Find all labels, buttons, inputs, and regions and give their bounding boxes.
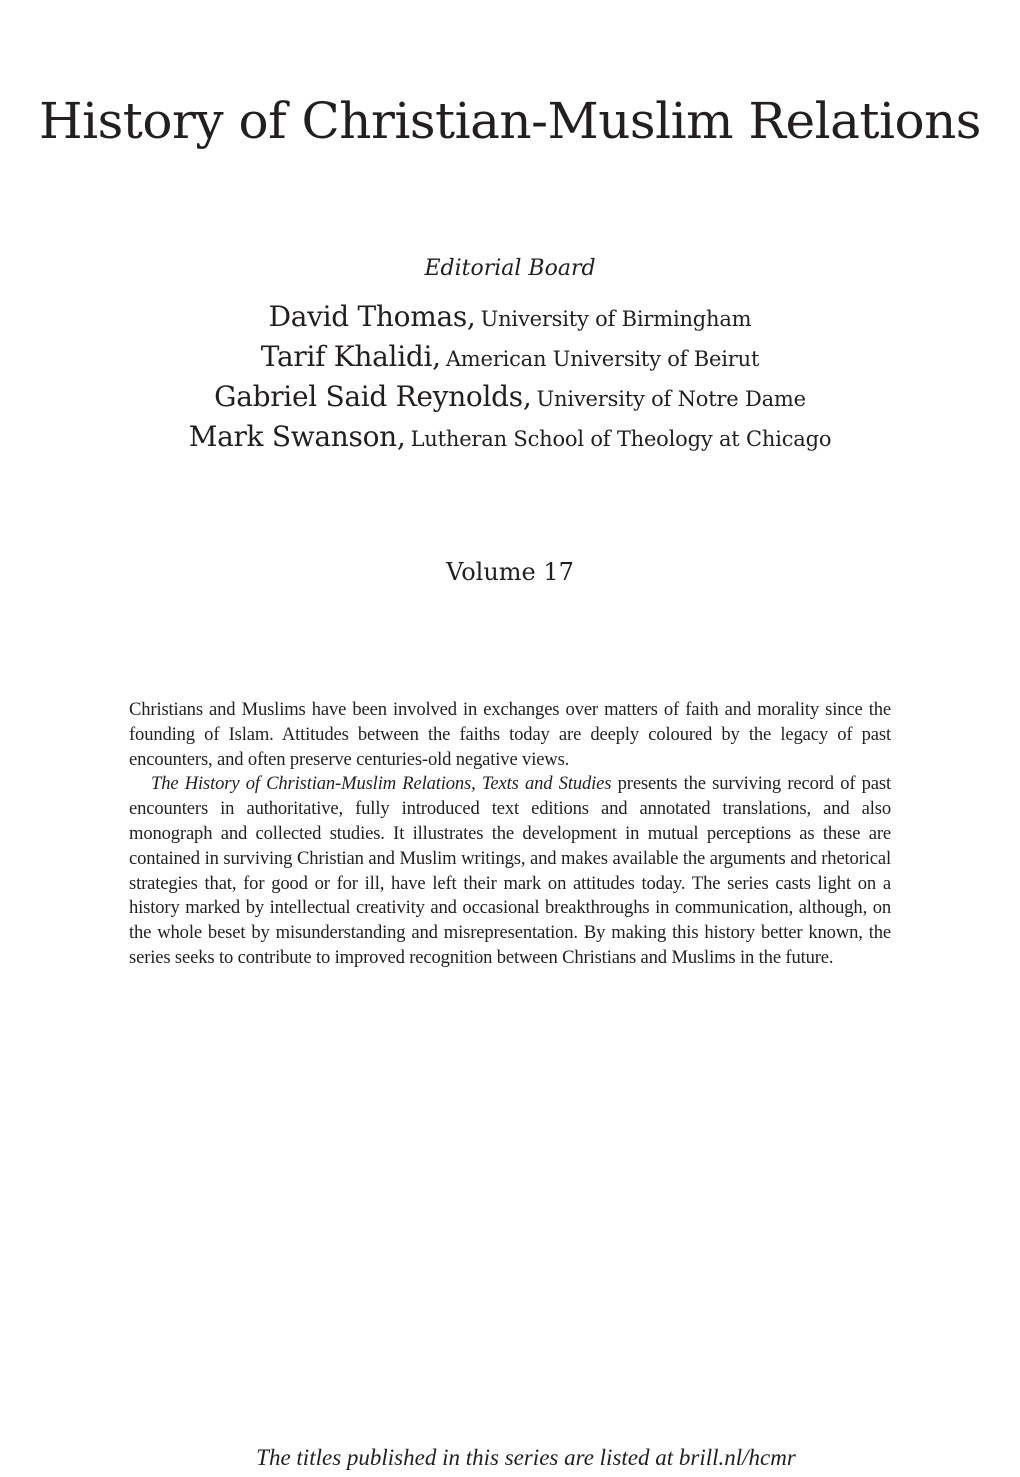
footer-note: The titles published in this series are listed at brill.nl/hcmr xyxy=(256,1445,796,1470)
member-name: David Thomas, xyxy=(268,300,476,333)
series-description xyxy=(129,698,891,971)
description-paragraph-2 xyxy=(129,772,891,970)
member-name: Gabriel Said Reynolds, xyxy=(214,380,532,413)
board-member xyxy=(0,298,1020,338)
member-name: Mark Swanson, xyxy=(188,420,406,453)
editorial-board-heading: Editorial Board xyxy=(424,256,596,281)
board-member xyxy=(0,338,1020,378)
description-paragraph-1: Christians and Muslims have been involved in exchanges over matters of faith and morality since the founding of Islam. Attitudes between the faiths today are deeply coloured by the legacy of past encounters, and often preserve centuries-old negative views. xyxy=(129,699,891,770)
member-affiliation: Lutheran School of Theology at Chicago xyxy=(410,427,832,451)
member-affiliation: University of Birmingham xyxy=(480,307,752,331)
series-full-name: The History of Christian-Muslim Relations, Texts and Studies xyxy=(151,773,612,795)
member-affiliation: University of Notre Dame xyxy=(536,387,806,411)
description-paragraph-2-text: presents the surviving record of past encounters in authoritative, fully introduced text editions and annotated translations, and also monograph and collected studies. It illustrates the development in mutual perceptions as these are contained in surviving Christian and Muslim writings, and makes available the arguments and rhetorical strategies that, for good or for ill, have left their mark on attitudes today. The series casts light on a history marked by intellectual creativity and occasional breakthroughs in communication, although, on the whole beset by misunderstanding and misrepresentation. By making this history better known, the series seeks to contribute to improved recognition between Christians and Muslims in the future. xyxy=(129,773,891,968)
board-member xyxy=(0,378,1020,418)
member-affiliation: American University of Beirut xyxy=(445,347,760,371)
volume-number: Volume 17 xyxy=(446,558,574,586)
board-member xyxy=(0,418,1020,458)
editorial-board-list xyxy=(0,298,1020,458)
member-name: Tarif Khalidi, xyxy=(260,340,441,373)
series-title: History of Christian-Muslim Relations xyxy=(39,92,981,150)
